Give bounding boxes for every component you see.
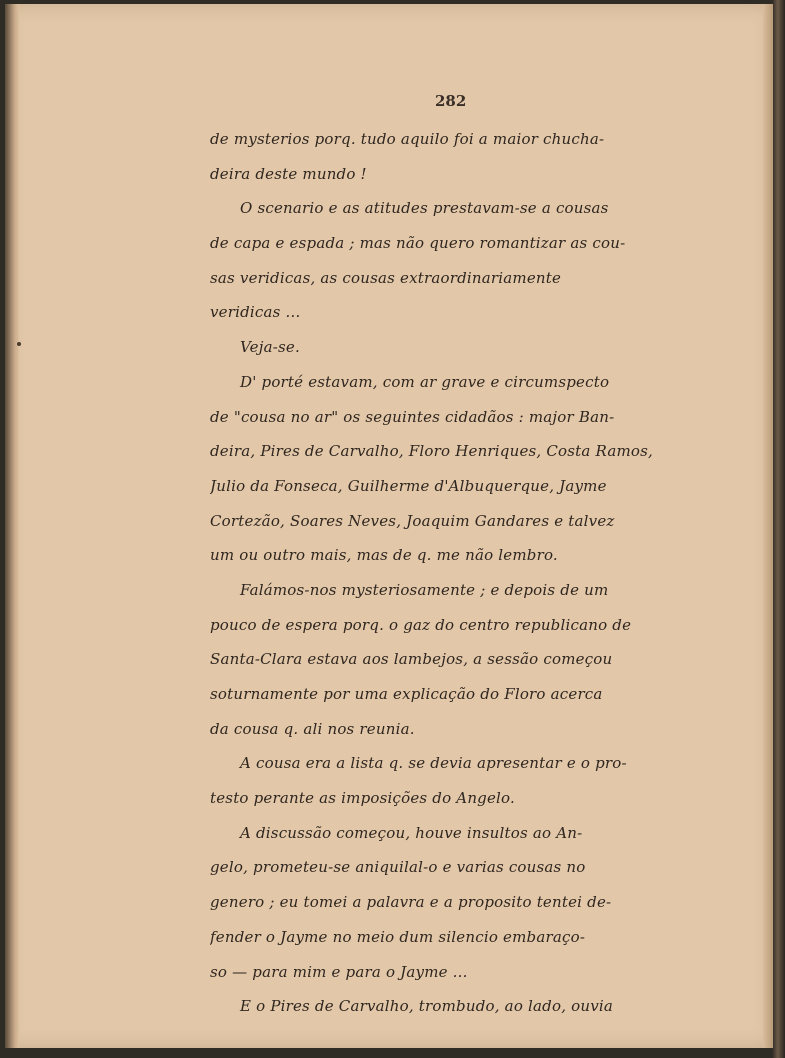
text-line: gelo, prometeu-se aniquilal-o e varias cousas no — [210, 858, 586, 877]
ink-mark — [17, 342, 21, 346]
text-line: deira deste mundo ! — [210, 164, 367, 183]
text-line: testo perante as imposições do Angelo. — [210, 789, 515, 808]
text-line: um ou outro mais, mas de q. me não lembro. — [210, 546, 558, 565]
manuscript-page — [5, 4, 773, 1048]
text-line: de capa e espada ; mas não quero romantizar as cou- — [210, 234, 626, 253]
text-line: E o Pires de Carvalho, trombudo, ao lado, ouvia — [240, 997, 614, 1016]
text-line: de mysterios porq. tudo aquilo foi a maior chucha- — [210, 130, 605, 148]
text-line: so — para mim e para o Jayme ... — [210, 962, 468, 981]
text-line: A discussão começou, houve insultos ao An- — [240, 823, 583, 842]
text-line: Veja-se. — [240, 338, 300, 357]
handwritten-text-block — [210, 122, 695, 1024]
binding-edge — [773, 0, 785, 1058]
text-line: de "cousa no ar" os seguintes cidadãos : major Ban- — [210, 407, 615, 426]
text-line: deira, Pires de Carvalho, Floro Henriques, Costa Ramos, — [210, 442, 654, 461]
text-line: pouco de espera porq. o gaz do centro republicano de — [210, 615, 632, 634]
text-line: da cousa q. ali nos reunia. — [210, 719, 415, 738]
text-line: O scenario e as atitudes prestavam-se a cousas — [240, 199, 609, 218]
text-line: Falámos-nos mysteriosamente ; e depois de um — [240, 580, 609, 599]
text-line: fender o Jayme no meio dum silencio embaraço- — [210, 927, 586, 946]
text-line: soturnamente por uma explicação do Floro acerca — [210, 685, 603, 703]
text-line: veridicas ... — [210, 303, 301, 322]
text-line: D' porté estavam, com ar grave e circumspecto — [240, 372, 610, 391]
page-spine-shadow — [5, 4, 19, 1048]
text-line: sas veridicas, as cousas extraordinariamente — [210, 268, 562, 287]
text-line: Santa-Clara estava aos lambejos, a sessão começou — [210, 650, 613, 669]
text-line: Julio da Fonseca, Guilherme d'Albuquerque, Jayme — [210, 476, 607, 495]
text-line: genero ; eu tomei a palavra e a proposito tentei de- — [210, 893, 612, 912]
text-line: A cousa era a lista q. se devia apresentar e o pro- — [240, 754, 627, 773]
text-line: Cortezão, Soares Neves, Joaquim Gandares e talvez — [210, 511, 615, 530]
page-number: 282 — [435, 92, 467, 110]
page-right-edge — [763, 4, 773, 1048]
